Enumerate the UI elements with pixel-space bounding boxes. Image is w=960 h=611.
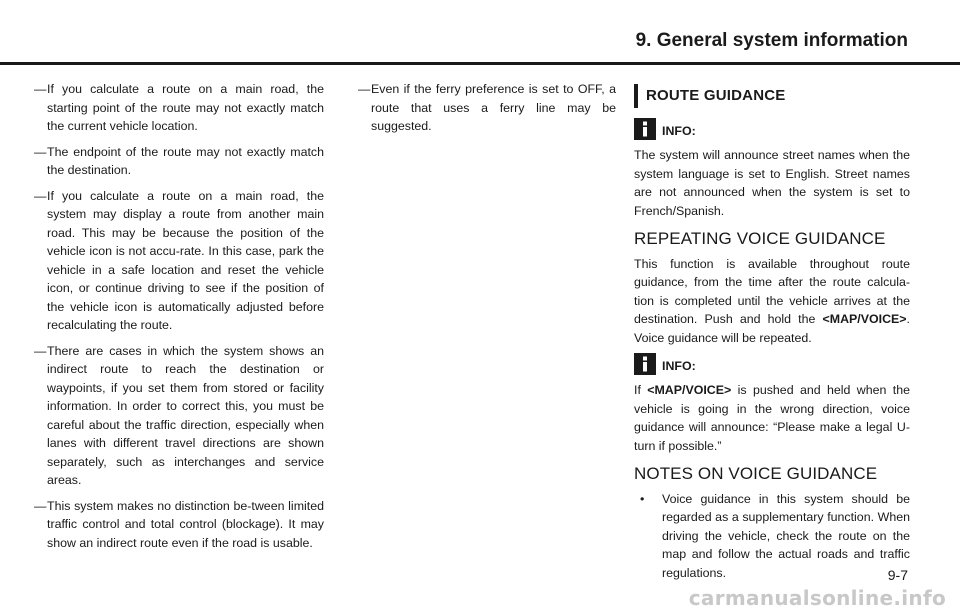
button-reference: <MAP/VOICE> [822,312,907,326]
list-item [34,497,324,553]
list-item [358,80,616,136]
dash-marker: — [34,144,47,159]
dash-marker: — [34,82,47,96]
header-divider [0,62,960,65]
info-label: INFO: [662,123,696,138]
paragraph [634,255,910,348]
list-item [34,342,324,490]
paragraph-text: is pushed and held when the vehicle is going in the wrong direction, voice guidance will announce: “Please make a legal U-turn if possible.” [634,383,910,453]
info-icon [634,353,656,375]
info-note [634,353,910,375]
dash-marker: — [34,188,47,203]
list-item-text: If you calculate a route on a main road, the starting point of the route may not exactly match the current vehicle location. [47,82,324,133]
list-item [634,490,910,583]
dash-marker: — [34,343,47,358]
info-icon [634,118,656,140]
column-middle [358,80,616,143]
section-heading [634,84,910,108]
info-note [634,118,910,140]
sub-heading: REPEATING VOICE GUIDANCE [634,229,886,248]
paragraph-text: . Voice guidance will be repeated. [634,312,910,345]
page-number: 9-7 [887,567,908,583]
list-item-text: If you calculate a route on a main road, the system may display a route from another main road. This may be because the position of the vehicle icon is not accu-rate. In this case, park the vehicle in a safe location and reset the vehicle icon, or continue driving to see if the position of the vehicle icon is automatically adjusted before recalculating the route. [47,188,324,332]
heading-bar-marker [634,84,638,108]
info-text: The system will announce street names when the system language is set to English. Street names are not announced when the system is set to French/Spanish. [634,148,910,218]
list-item [34,187,324,335]
paragraph-text: If [634,383,648,397]
sub-heading: NOTES ON VOICE GUIDANCE [634,464,878,483]
paragraph-text: This function is available throughout route guidance, from the time after the route calcula-tion is completed until the vehicle arrives at the destination. Push and hold the [634,256,910,326]
bullet-marker: • [640,491,645,506]
list-item-text: Even if the ferry preference is set to OFF, a route that uses a ferry line may be suggested. [371,82,616,133]
info-text [634,381,910,455]
page-title: 9. General system information [635,30,908,51]
list-item [34,80,324,136]
dash-marker: — [358,82,371,96]
list-item-text: The endpoint of the route may not exactly match the destination. [47,144,324,177]
list-item-text: This system makes no distinction be-tween limited traffic control and total control (blockage). It may show an indirect route even if the road is usable. [47,498,324,550]
dash-marker: — [34,498,47,513]
section-heading-text: ROUTE GUIDANCE [646,86,786,104]
watermark: carmanualsonline.info [688,586,946,610]
column-left [34,80,324,559]
button-reference: <MAP/VOICE> [647,383,732,397]
list-item-text: Voice guidance in this system should be regarded as a supplementary function. When driving the vehicle, check the route on the map and follow the actual roads and traffic regulations. [662,491,910,580]
info-label: INFO: [662,358,696,373]
list-item-text: There are cases in which the system shows an indirect route to reach the destination or waypoints, if you set them from stored or facility information. In order to correct this, you must be careful about the traffic direction, especially when lanes with different travel directions are shown separately, such as interchanges and service areas. [47,343,324,487]
list-item [34,143,324,180]
column-right [634,80,910,582]
